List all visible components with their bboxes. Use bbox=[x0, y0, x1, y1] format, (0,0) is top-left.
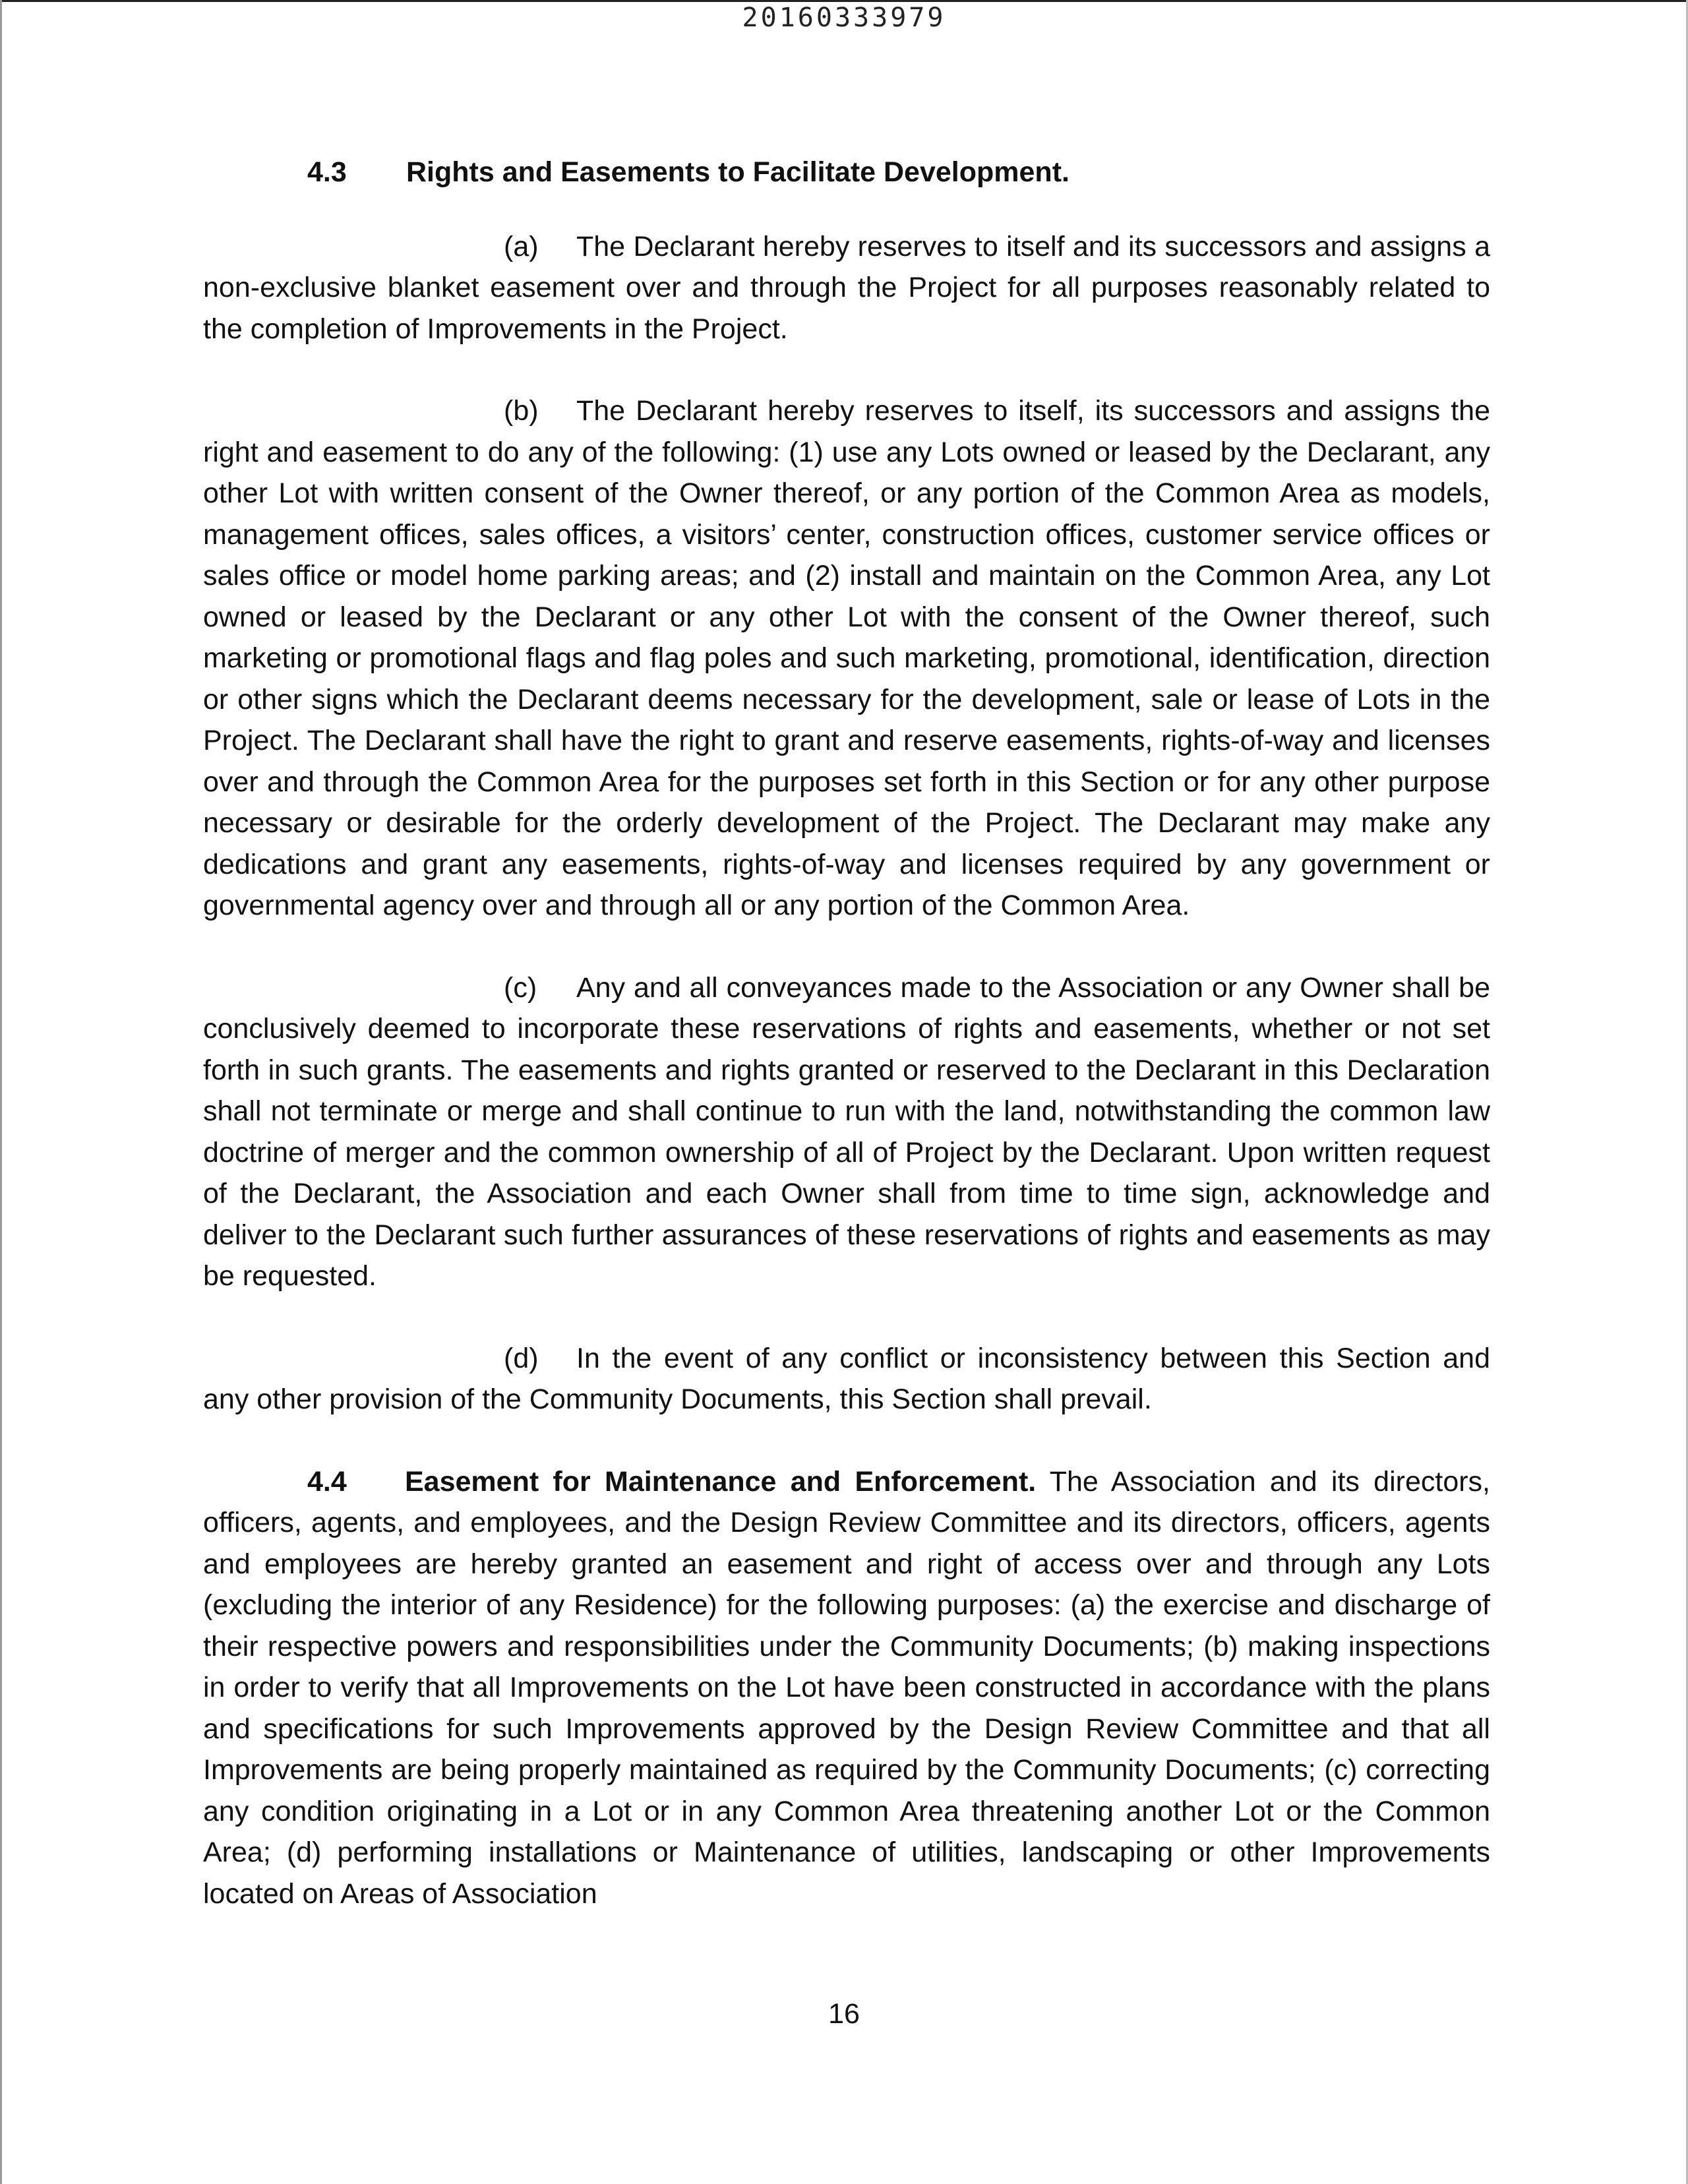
paragraph-a bbox=[203, 226, 1490, 350]
paragraph-label: (b) bbox=[504, 395, 539, 427]
section-number: 4.3 bbox=[307, 156, 347, 188]
scan-top-border bbox=[0, 0, 1688, 2]
scan-left-border bbox=[0, 0, 2, 2184]
document-number: 20160333979 bbox=[725, 3, 963, 33]
paragraph-label: (d) bbox=[504, 1342, 539, 1374]
section-4-4-paragraph bbox=[203, 1461, 1490, 1915]
paragraph-d bbox=[203, 1338, 1490, 1420]
paragraph-c bbox=[203, 967, 1490, 1297]
paragraph-text: The Declarant hereby reserves to itself, its successors and assigns the right and easement to do any of the following: (1) use any Lots owned or leased by the Declarant, any other Lot with written consent of the Owner thereof, or any portion of the Common Area as models, management offices, sales offices, a visitors’ center, construction offices, customer service offices or sales office or model home parking areas; and (2) install and maintain on the Common Area, any Lot owned or leased by the Declarant or any other Lot with the consent of the Owner thereof, such marketing or promotional flags and flag poles and such marketing, promotional, identification, direction or other signs which the Declarant deems necessary for the development, sale or lease of Lots in the Project. The Declarant shall have the right to grant and reserve easements, rights-of-way and licenses over and through the Common Area for the purposes set forth in this Section or for any other purpose necessary or desirable for the orderly development of the Project. The Declarant may make any dedications and grant any easements, rights-of-way and licenses required by any government or governmental agency over and through all or any portion of the Common Area. bbox=[203, 395, 1490, 921]
paragraph-text: Any and all conveyances made to the Association or any Owner shall be conclusively deemed to incorporate these reservations of rights and easements, whether or not set forth in such grants. The easements and rights granted or reserved to the Declarant in this Declaration shall not terminate or merge and shall continue to run with the land, notwithstanding the common law doctrine of merger and the common ownership of all of Project by the Declarant. Upon written request of the Declarant, the Association and each Owner shall from time to time sign, acknowledge and deliver to the Declarant such further assurances of these reservations of rights and easements as may be requested. bbox=[203, 971, 1490, 1292]
document-number-header bbox=[0, 3, 1688, 33]
section-4-3-heading bbox=[203, 152, 1490, 193]
page-number: 16 bbox=[828, 1998, 860, 2030]
section-title: Easement for Maintenance and Enforcement. bbox=[405, 1465, 1037, 1498]
section-title: Rights and Easements to Facilitate Development. bbox=[406, 156, 1070, 188]
paragraph-b bbox=[203, 390, 1490, 926]
paragraph-label: (a) bbox=[504, 230, 539, 262]
document-page bbox=[203, 152, 1490, 1955]
paragraph-text: The Declarant hereby reserves to itself and its successors and assigns a non-exclusive blanket easement over and through the Project for all purposes reasonably related to the completion of Improvements in the Project. bbox=[203, 230, 1490, 345]
section-text: The Association and its directors, officers, agents, and employees, and the Design Review Committee and its directors, officers, agents and employees are hereby granted an easement and right of access over and through any Lots (excluding the interior of any Residence) for the following purposes: (a) the exercise and discharge of their respective powers and responsibilities under the Community Documents; (b) making inspections in order to verify that all Improvements on the Lot have been constructed in accordance with the plans and specifications for such Improvements approved by the Design Review Committee and that all Improvements are being properly maintained as required by the Community Documents; (c) correcting any condition originating in a Lot or in any Common Area threatening another Lot or the Common Area; (d) performing installations or Maintenance of utilities, landscaping or other Improvements located on Areas of Association bbox=[203, 1465, 1490, 1910]
paragraph-text: In the event of any conflict or inconsistency between this Section and any other provision of the Community Documents, this Section shall prevail. bbox=[203, 1342, 1490, 1415]
paragraph-label: (c) bbox=[504, 971, 537, 1004]
section-number: 4.4 bbox=[307, 1465, 347, 1498]
